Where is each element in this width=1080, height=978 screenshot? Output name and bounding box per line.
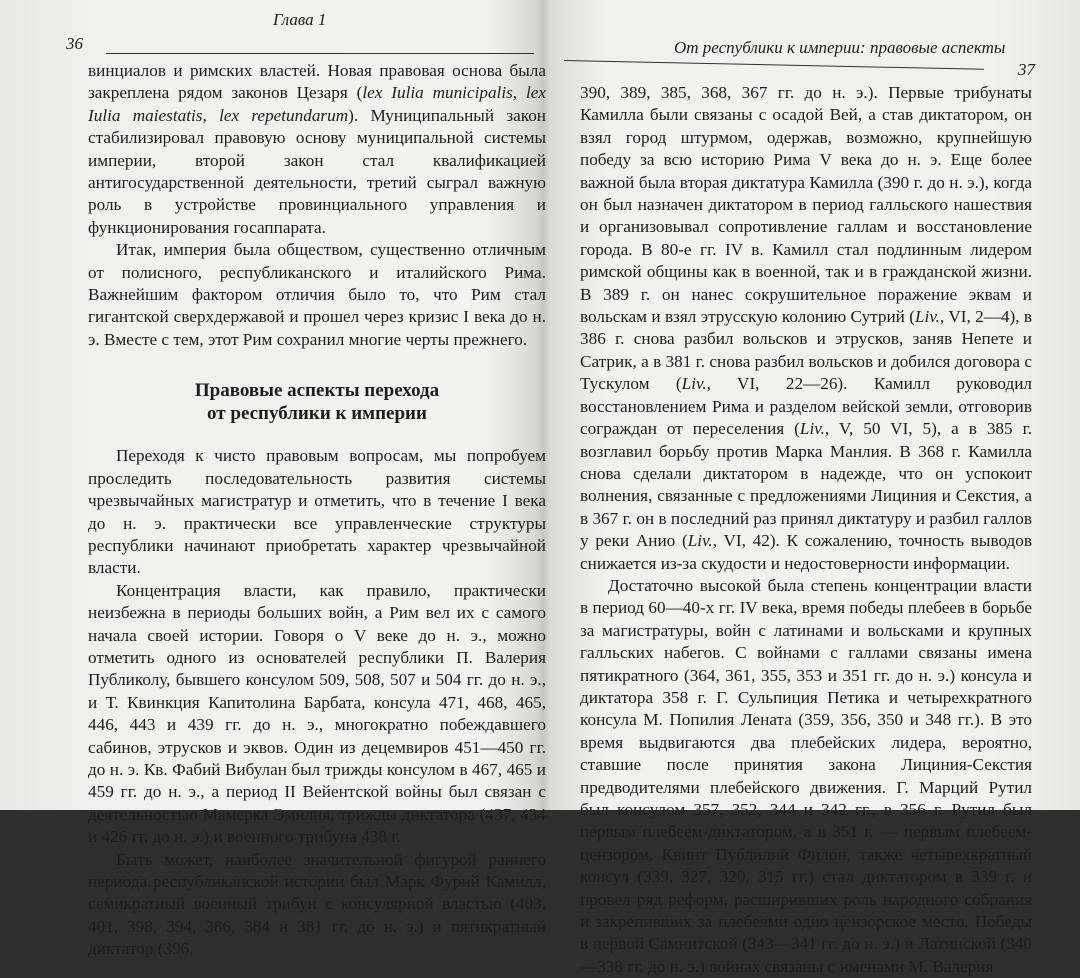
section-title: Правовые аспекты перехода от республики к империи — [194, 380, 440, 425]
left-page-number: 36 — [66, 34, 83, 53]
paragraph: винциалов и римских властей. Новая правовая основа была закреплена рядом законов Цезаря (lex Iulia municipalis, lex Iulia maiestatis, lex repetundarum). Муниципальный закон стабилизировал правовую основу муниципальной системы империи, второй закон стал квалификацией антигосударственной деятельности, третий сыграл важную роль в устройстве провинциального управления и функционирования госаппарата. — [88, 61, 547, 237]
right-page — [556, 0, 1056, 976]
right-header-rule — [564, 60, 984, 70]
paragraph: Переходя к чисто правовым вопросам, мы попробуем проследить последовательность развития системы чрезвычайных магистратур и отметить, что в течение I века до н. э. практически все управленческие структуры республики начинают приобретать характер чрезвычайной власти. — [88, 446, 546, 578]
paragraph: Быть может, наиболее значительной фигурой раннего периода республиканской истории был Марк Фурий Камилл, семикратный военный трибун с консулярной властью (403, 401, 398, 394, 386, 384 и 381 гг. до н. э.) и пятикратный диктатор (396, — [88, 849, 546, 959]
left-header-rule — [106, 53, 534, 54]
paragraph: 390, 389, 385, 368, 367 гг. до н. э.). Первые трибунаты Камилла были связаны с осадой Вей, а став диктатором, он взял город штурмом, одержав, возможно, крупнейшую победу за всю историю Рима V века до н. э. Еще более важной была вторая диктатура Камилла (390 г. до н. э.), когда он был назначен диктатором в период галльского нашествия и организовывал сопротивление галлам и восстановление города. В 80-е гг. IV в. Камилл стал подлинным лидером римской общины как в военной, так и в гражданской жизни. В 389 г. он нанес сокрушительное поражение эквам и вольскам и взял этрусскую колонию Сутрий (Liv., VI, 2—4), в 386 г. снова разбил вольсков и этрусков, заняв Непете и Сатрик, а в 381 г. снова разбил вольсков и добился договора с Тускулом (Liv., VI, 22—26). Камилл руководил восстановлением Рима и разделом вейской земли, отговорив сограждан от переселения (Liv., V, 50 VI, 5), а в 385 г. возглавил борьбу против Марка Манлия. В 368 г. Камилла снова сделали диктатором в надежде, что он успокоит волнения, связанные с предложениями Лициния и Секстия, а в 367 г. он в последний раз принял диктатуру и разбил галлов у реки Анио (Liv., VI, 42). К сожалению, точность выводов снижается из-за скудости и недостоверности информации. — [580, 83, 1033, 573]
right-running-header: От республики к империи: правовые аспекты — [674, 38, 1006, 57]
paragraph: Итак, империя была обществом, существенно отличным от полисного, республиканского и италийского Рима. Важнейшим фактором отличия было то, что Рим стал гигантской сверхдержавой и прошел через кризис I века до н. э. Вместе с тем, этот Рим сохранил многие черты прежнего. — [88, 240, 546, 349]
paragraph: Концентрация власти, как правило, практически неизбежна в периоды больших войн, а Рим вел их с самого начала своей истории. Говоря о V веке до н. э., можно отметить одного из основателей республики П. Валерия Публиколу, бывшего консулом 509, 508, 507 и 504 гг. до н. э., и Т. Квинкция Капитолина Барбата, консула 471, 468, 465, 446, 443 и 439 гг. до н. э., многократно побеждавшего сабинов, этрусков и эквов. Один из децемвиров 451—450 гг. до н. э. Кв. Фабий Вибулан был трижды консулом в 467, 465 и 459 гг. до н. э., а период II Вейентской войны был связан с деятельностью Мамерка Эмилия, трижды диктатора (437, 434 и 426 гг. до н. э.) и военного трибуна 438 г. — [88, 580, 546, 847]
right-text-column — [580, 82, 1032, 978]
right-page-number: 37 — [1018, 60, 1035, 79]
left-running-header: Глава 1 — [273, 10, 327, 29]
paragraph: Достаточно высокой была степень концентрации власти в период 60—40-х гг. IV века, время победы плебеев в борьбе за магистратуры, войн с латинами и вольсками и крупных галльских набегов. С войнами с галлами связаны имена пятикратного (364, 361, 355, 353 и 351 гг. до н. э.) консула и диктатора 358 г. Г. Сульпиция Петика и четырехкратного консула М. Попилия Лената (359, 356, 350 и 348 гг.). В это время выдвигаются два плебейских лидера, вероятно, ставшие после принятия закона Лициния-Секстия предводителями плебейского движения. Г. Марций Рутил был консулом 357, 352, 344 и 342 гг., в 356 г. Рутил был первым плебеем-диктатором, а в 351 г. — первым плебеем-цензором. Квинт Публилий Филон, также четырехкратный консул (339, 327, 320, 315 гг.) стал диктатором в 339 г. и провел ряд реформ, расширивших роль народного собрания и закрепивших за плебеями одно цензорское место. Победы в первой Самнитской (343—341 гг. до н. э.) и Латинской (340—338 гг. до н. э.) войнах связаны с именами М. Валерия — [580, 575, 1032, 976]
left-page — [18, 0, 547, 959]
left-text-column — [88, 60, 546, 961]
